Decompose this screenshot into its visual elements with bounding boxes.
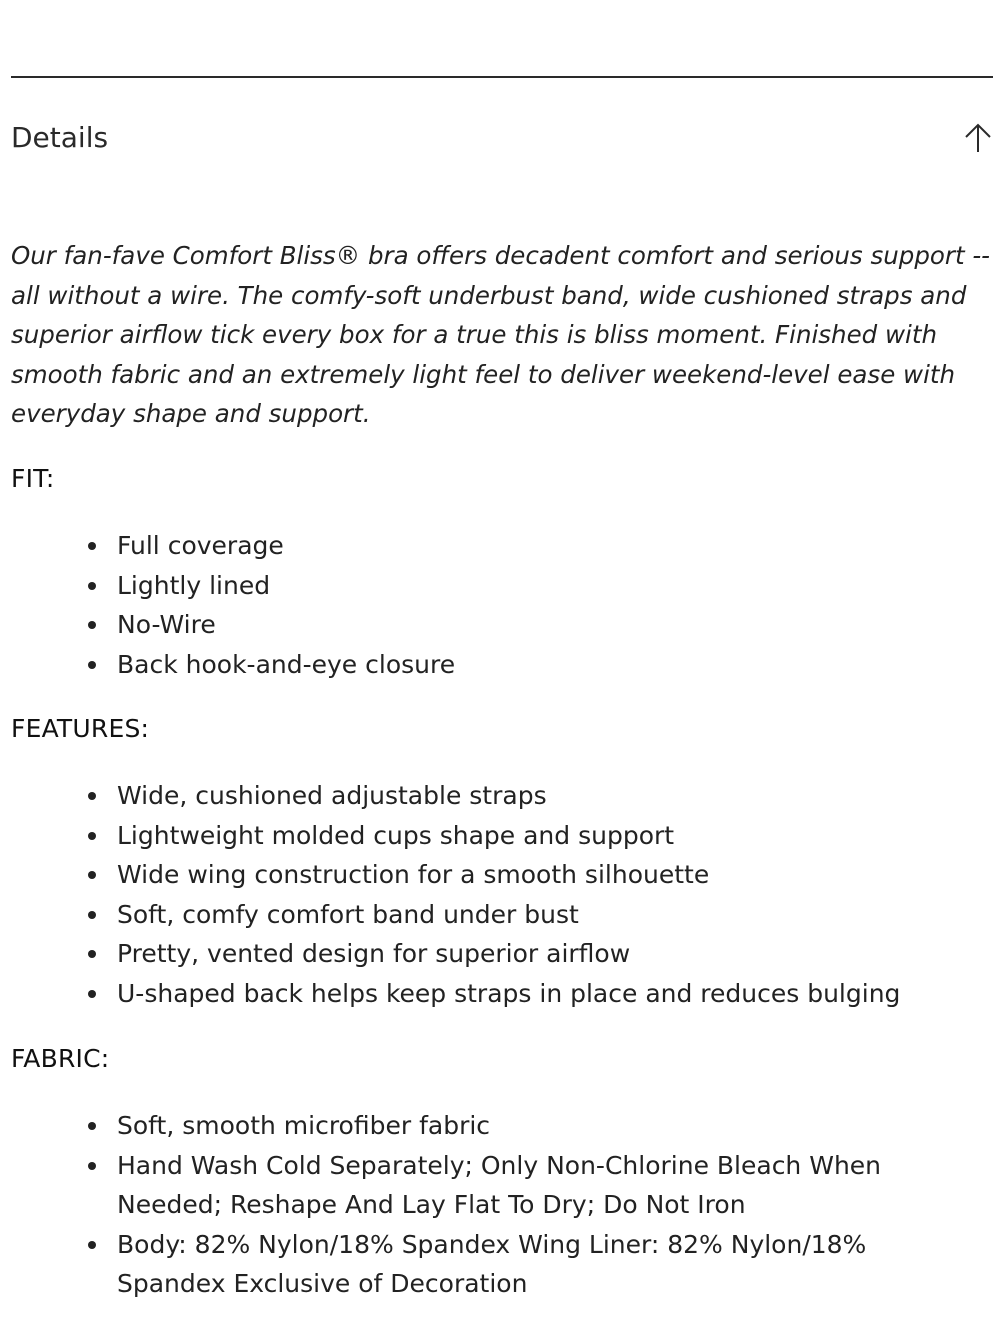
features-list xyxy=(0,776,1000,1013)
list-item: Soft, comfy comfort band under bust xyxy=(0,895,1000,935)
bullet-icon xyxy=(88,542,96,550)
list-item: Wide wing construction for a smooth silhouette xyxy=(0,855,1000,895)
features-heading: FEATURES: xyxy=(11,714,150,743)
list-item: U-shaped back helps keep straps in place and reduces bulging xyxy=(0,974,1000,1014)
bullet-icon xyxy=(88,911,96,919)
list-item: Lightly lined xyxy=(0,566,1000,606)
fit-heading: FIT: xyxy=(11,464,55,493)
bullet-icon xyxy=(88,1241,96,1249)
bullet-icon xyxy=(88,832,96,840)
bullet-icon xyxy=(88,792,96,800)
list-item: Back hook-and-eye closure xyxy=(0,645,1000,685)
list-item: Lightweight molded cups shape and support xyxy=(0,816,1000,856)
details-title: Details xyxy=(11,121,109,154)
fabric-heading: FABRIC: xyxy=(11,1044,110,1073)
list-item: No-Wire xyxy=(0,605,1000,645)
bullet-icon xyxy=(88,1162,96,1170)
list-item: Wide, cushioned adjustable straps xyxy=(0,776,1000,816)
product-description: Our fan-fave Comfort Bliss® bra offers decadent comfort and serious support -- all without a wire. The comfy-soft underbust band, wide cushioned straps and superior airflow tick every box for a true this is bliss moment. Finished with smooth fabric and an extremely light feel to deliver weekend-level ease with everyday shape and support. xyxy=(11,241,991,428)
list-item: Body: 82% Nylon/18% Spandex Wing Liner: 82% Nylon/18% Spandex Exclusive of Decoration xyxy=(0,1225,1000,1304)
bullet-icon xyxy=(88,871,96,879)
bullet-icon xyxy=(88,990,96,998)
list-item: Soft, smooth microfiber fabric xyxy=(0,1106,1000,1146)
details-accordion-toggle[interactable] xyxy=(11,110,993,168)
arrow-up-icon[interactable] xyxy=(963,122,993,154)
bullet-icon xyxy=(88,1122,96,1130)
list-item: Full coverage xyxy=(0,526,1000,566)
list-item: Pretty, vented design for superior airflow xyxy=(0,934,1000,974)
bullet-icon xyxy=(88,661,96,669)
fit-list xyxy=(0,526,1000,684)
bullet-icon xyxy=(88,621,96,629)
section-divider xyxy=(11,76,993,78)
list-item: Hand Wash Cold Separately; Only Non-Chlorine Bleach When Needed; Reshape And Lay Flat To Dry; Do Not Iron xyxy=(0,1146,1000,1225)
bullet-icon xyxy=(88,582,96,590)
fabric-list xyxy=(0,1106,1000,1304)
bullet-icon xyxy=(88,950,96,958)
